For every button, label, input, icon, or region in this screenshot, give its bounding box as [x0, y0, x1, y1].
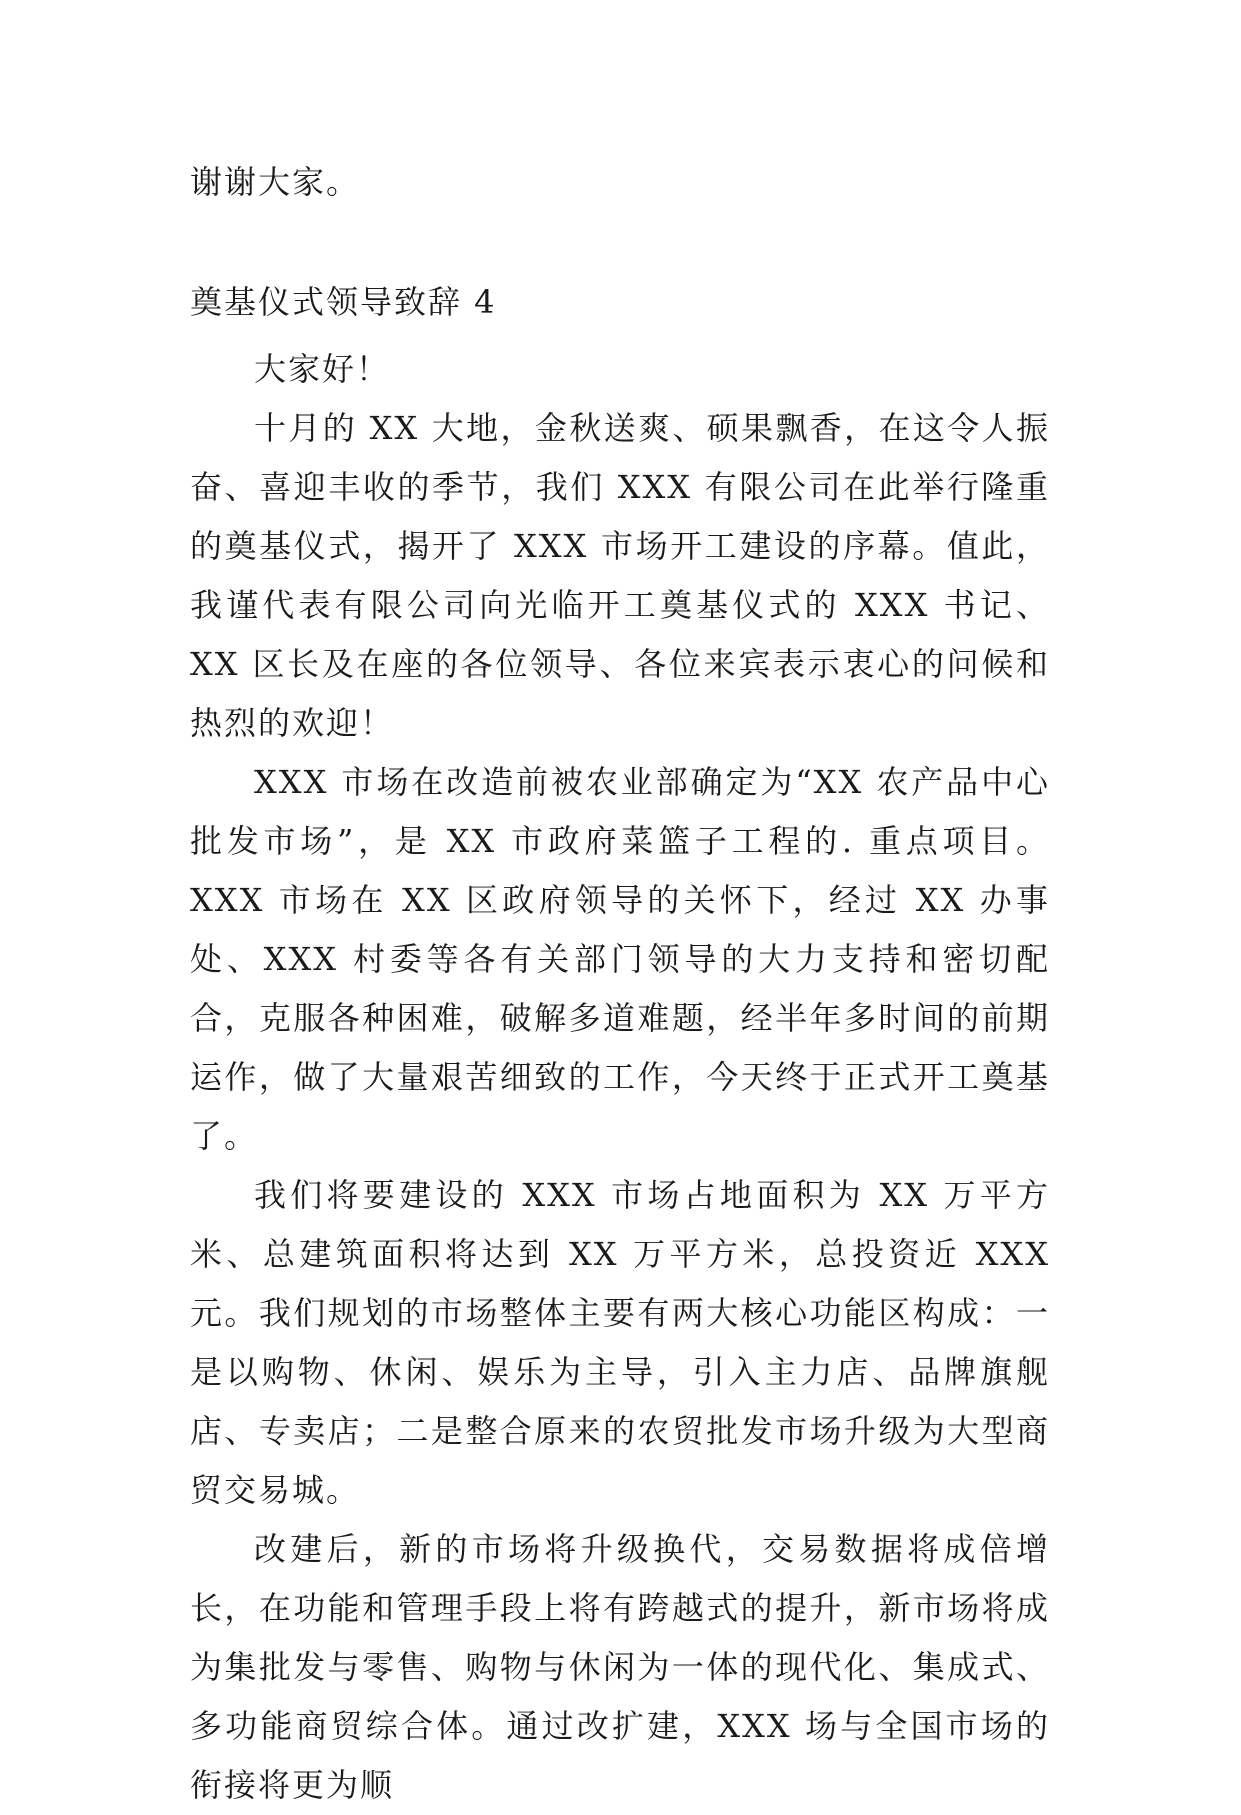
closing-line: 谢谢大家。 — [190, 163, 361, 201]
greeting-paragraph: 大家好！ — [254, 350, 391, 388]
paragraph-background: XXX 市场在改造前被农业部确定为“XX 农产品中心批发市场”，是 XX 市政府菜篮子工程的. 重点项目。XXX 市场在 XX 区政府领导的关怀下，经过 XX 办事处、XXX 村委等各有关部门领导的大力支持和密切配合，克服各种困难，破解多道难题，经半年多时间的前期运作，做了大量艰苦细致的工作，今天终于正式开工奠基了。 — [190, 763, 1050, 1155]
paragraph-outlook: 改建后，新的市场将升级换代，交易数据将成倍增长，在功能和管理手段上将有跨越式的提升，新市场将成为集批发与零售、购物与休闲为一体的现代化、集成式、多功能商贸综合体。通过改扩建，XXX 场与全国市场的衔接将更为顺 — [190, 1530, 1050, 1804]
paragraph-plan: 我们将要建设的 XXX 市场占地面积为 XX 万平方米、总建筑面积将达到 XX 万平方米，总投资近 XXX 元。我们规划的市场整体主要有两大核心功能区构成：一是以购物、休闲、娱乐为主导，引入主力店、品牌旗舰店、专卖店；二是整合原来的农贸批发市场升级为大型商贸交易城。 — [190, 1176, 1050, 1509]
section-title: 奠基仪式领导致辞 4 — [190, 283, 497, 321]
paragraph-opening: 十月的 XX 大地，金秋送爽、硕果飘香，在这令人振奋、喜迎丰收的季节，我们 XXX 有限公司在此举行隆重的奠基仪式，揭开了 XXX 市场开工建设的序幕。值此，我谨代表有限公司向光临开工奠基仪式的 XXX 书记、XX 区长及在座的各位领导、各位来宾表示衷心的问候和热烈的欢迎！ — [190, 409, 1050, 742]
speech-body — [190, 340, 1050, 1815]
